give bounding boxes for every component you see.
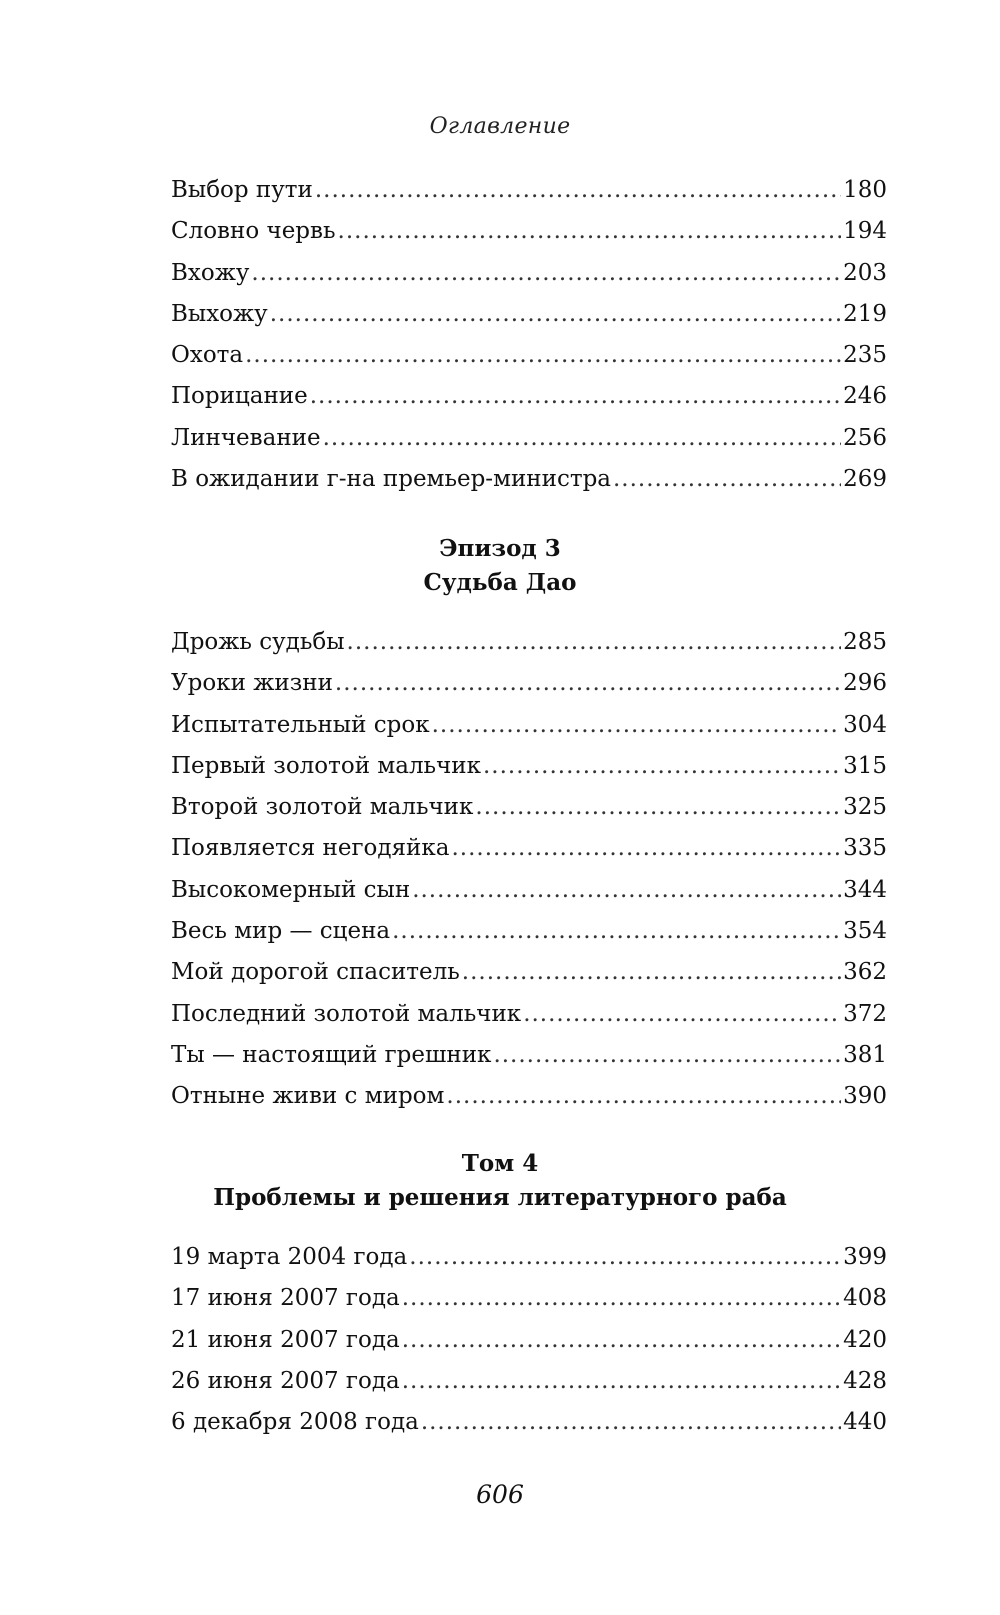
toc-group-2 (171, 622, 887, 1118)
dot-leader (523, 994, 841, 1035)
toc-entry-page: 285 (843, 629, 887, 655)
toc-entry (171, 746, 887, 787)
toc-entry-title: Выхожу (171, 300, 268, 327)
toc-entry-title: В ожидании г-на премьер-министра (171, 466, 611, 493)
dot-leader (462, 952, 841, 993)
toc-entry-title: Дрожь судьбы (171, 629, 345, 655)
dot-leader (412, 870, 841, 911)
toc-entry (171, 622, 887, 663)
toc-entry (171, 1402, 887, 1443)
toc-entry (171, 418, 887, 459)
dot-leader (251, 253, 841, 294)
toc-entry-page: 325 (843, 794, 887, 821)
toc-entry-page: 372 (843, 1000, 887, 1027)
toc-entry (171, 1076, 887, 1117)
toc-entry-title: 17 июня 2007 года (171, 1285, 400, 1312)
dot-leader (392, 911, 841, 952)
toc-entry-title: Словно червь (171, 218, 336, 245)
toc-entry (171, 870, 887, 911)
toc-entry-title: Отныне живи с миром (171, 1083, 445, 1110)
toc-entry-title: Выбор пути (171, 177, 313, 203)
toc-entry-title: Порицание (171, 383, 308, 410)
dot-leader (323, 418, 841, 459)
dot-leader (315, 170, 841, 211)
dot-leader (451, 828, 841, 869)
toc-entry-page: 269 (843, 466, 887, 493)
dot-leader (432, 705, 842, 746)
toc-entry (171, 663, 887, 704)
toc-entry-page: 335 (843, 835, 887, 862)
toc-entry-page: 203 (843, 259, 887, 286)
toc-entry (171, 376, 887, 417)
section-title: Проблемы и решения литературного раба (213, 1184, 787, 1211)
dot-leader (409, 1237, 841, 1278)
toc-entry-title: Вхожу (171, 259, 250, 286)
toc-entry (171, 459, 887, 500)
dot-leader (402, 1278, 841, 1319)
toc-entry (171, 1361, 887, 1402)
toc-entry (171, 211, 887, 252)
toc-entry (171, 1320, 887, 1361)
toc-entry-title: 19 марта 2004 года (171, 1244, 408, 1270)
toc-entry-page: 390 (843, 1083, 887, 1110)
toc-entry (171, 994, 887, 1035)
toc-group-3 (171, 1237, 887, 1443)
toc-entry (171, 253, 887, 294)
dot-leader (421, 1402, 841, 1443)
dot-leader (347, 622, 842, 663)
dot-leader (613, 459, 841, 500)
toc-entry-page: 256 (843, 424, 887, 451)
dot-leader (338, 211, 842, 252)
toc-entry-page: 180 (843, 177, 887, 203)
toc-entry (171, 1278, 887, 1319)
toc-entry-title: Последний золотой мальчик (171, 1000, 522, 1027)
dot-leader (483, 746, 841, 787)
toc-entry-page: 344 (843, 876, 887, 903)
toc-entry-page: 219 (843, 300, 887, 327)
toc-entry-title: Мой дорогой спаситель (171, 959, 460, 986)
toc-entry-page: 420 (843, 1326, 887, 1353)
section-number: Том 4 (461, 1150, 539, 1177)
toc-entry (171, 952, 887, 993)
toc-group-1 (171, 170, 887, 500)
toc-entry-title: Весь мир — сцена (171, 918, 391, 945)
toc-entry-page: 399 (843, 1244, 887, 1270)
toc-entry (171, 170, 887, 211)
toc-entry-title: Появляется негодяйка (171, 835, 450, 862)
toc-entry-title: Ты — настоящий грешник (171, 1041, 492, 1068)
toc-entry-page: 381 (843, 1041, 887, 1068)
toc-entry-title: Линчевание (171, 424, 321, 451)
toc-entry (171, 705, 887, 746)
toc-entry-page: 235 (843, 342, 887, 369)
section-title: Судьба Дао (423, 569, 577, 596)
running-head: Оглавление (429, 114, 571, 139)
dot-leader (402, 1361, 841, 1402)
dot-leader (245, 335, 841, 376)
toc-entry-page: 428 (843, 1367, 887, 1394)
toc-entry-title: Уроки жизни (171, 670, 333, 697)
toc-entry-title: 21 июня 2007 года (171, 1326, 400, 1353)
dot-leader (493, 1035, 841, 1076)
toc-entry-title: Охота (171, 342, 244, 369)
toc-entry-page: 408 (843, 1285, 887, 1312)
toc-entry-page: 354 (843, 918, 887, 945)
toc-entry-title: 26 июня 2007 года (171, 1367, 400, 1394)
toc-entry-page: 362 (843, 959, 887, 986)
toc-entry-title: 6 декабря 2008 года (171, 1409, 419, 1436)
dot-leader (475, 787, 841, 828)
toc-entry-page: 194 (843, 218, 887, 245)
dot-leader (310, 376, 841, 417)
toc-entry-title: Второй золотой мальчик (171, 794, 474, 821)
toc-entry (171, 787, 887, 828)
toc-entry (171, 1035, 887, 1076)
section-number: Эпизод 3 (439, 535, 561, 562)
toc-entry-page: 304 (843, 711, 887, 738)
dot-leader (335, 663, 841, 704)
section-heading-episode-3 (0, 532, 1000, 600)
toc-entry-page: 296 (843, 670, 887, 697)
toc-entry-page: 315 (843, 752, 887, 779)
dot-leader (446, 1076, 841, 1117)
toc-entry (171, 828, 887, 869)
dot-leader (270, 294, 841, 335)
toc-entry-title: Первый золотой мальчик (171, 752, 481, 779)
toc-entry (171, 1237, 887, 1278)
toc-entry-page: 440 (843, 1409, 887, 1436)
toc-entry-title: Испытательный срок (171, 711, 430, 738)
toc-entry (171, 335, 887, 376)
toc-entry-page: 246 (843, 383, 887, 410)
toc-entry (171, 911, 887, 952)
page-number: 606 (476, 1480, 524, 1509)
dot-leader (402, 1320, 841, 1361)
toc-entry (171, 294, 887, 335)
section-heading-volume-4 (0, 1147, 1000, 1215)
toc-entry-title: Высокомерный сын (171, 876, 411, 903)
